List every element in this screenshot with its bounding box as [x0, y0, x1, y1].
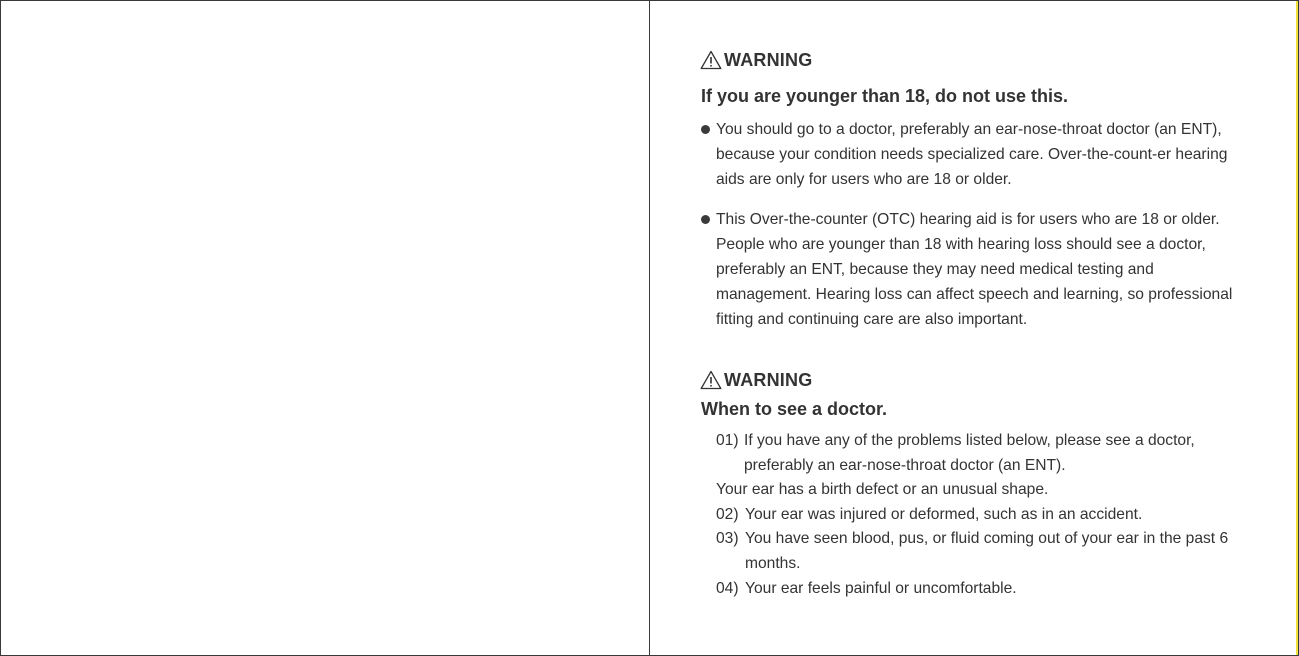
item-text: Your ear has a birth defect or an unusual shape.	[716, 481, 1049, 499]
item-number: 02)	[716, 505, 739, 523]
item-text: Your ear feels painful or uncomfortable.	[745, 579, 1017, 597]
list-item	[701, 117, 1251, 192]
warning-label: WARNING	[724, 369, 813, 390]
item-text: If you have any of the problems listed below, please see a doctor, preferably an ear-nose-throat doctor (an ENT).	[744, 432, 1195, 474]
item-number: 03)	[716, 530, 739, 548]
warning-label: WARNING	[724, 49, 813, 70]
warning-bullet-list	[701, 117, 1261, 332]
page-edge-marker	[1296, 1, 1298, 655]
list-item	[716, 527, 1261, 576]
doctor-conditions-list	[716, 429, 1261, 601]
bullet-text: This Over-the-counter (OTC) hearing aid is for users who are 18 or older. People who are younger than 18 with hearing loss should see a doctor, preferably an ENT, because they may need medical testing and management. Hearing loss can affect speech and learning, so professional fitting and continuing care are also important.	[716, 211, 1233, 328]
right-page	[650, 1, 1298, 655]
warning-triangle-icon	[700, 50, 722, 70]
list-item	[716, 478, 1261, 503]
item-number: 04)	[716, 579, 739, 597]
warning-header	[700, 48, 1261, 72]
list-item	[716, 429, 1261, 478]
list-item	[716, 577, 1261, 602]
warning-header	[700, 368, 1261, 392]
list-item	[716, 503, 1261, 528]
warning-section-doctor	[701, 368, 1261, 601]
warning-section-age	[701, 48, 1261, 347]
item-number: 01)	[716, 432, 739, 449]
bullet-dot	[701, 125, 710, 134]
warning-heading-doctor: When to see a doctor.	[701, 399, 888, 419]
warning-triangle-icon	[700, 370, 722, 390]
bullet-dot	[701, 215, 710, 224]
warning-heading-age: If you are younger than 18, do not use this.	[701, 86, 1069, 106]
bullet-text: You should go to a doctor, preferably an ear-nose-throat doctor (an ENT), because your condition needs specialized care. Over-the-count-er hearing aids are only for users who are 18 or older.	[716, 121, 1228, 188]
item-text: You have seen blood, pus, or fluid coming out of your ear in the past 6 months.	[745, 530, 1229, 572]
item-text: Your ear was injured or deformed, such as in an accident.	[745, 505, 1143, 523]
list-item	[701, 207, 1251, 332]
left-page-blank	[1, 1, 650, 655]
